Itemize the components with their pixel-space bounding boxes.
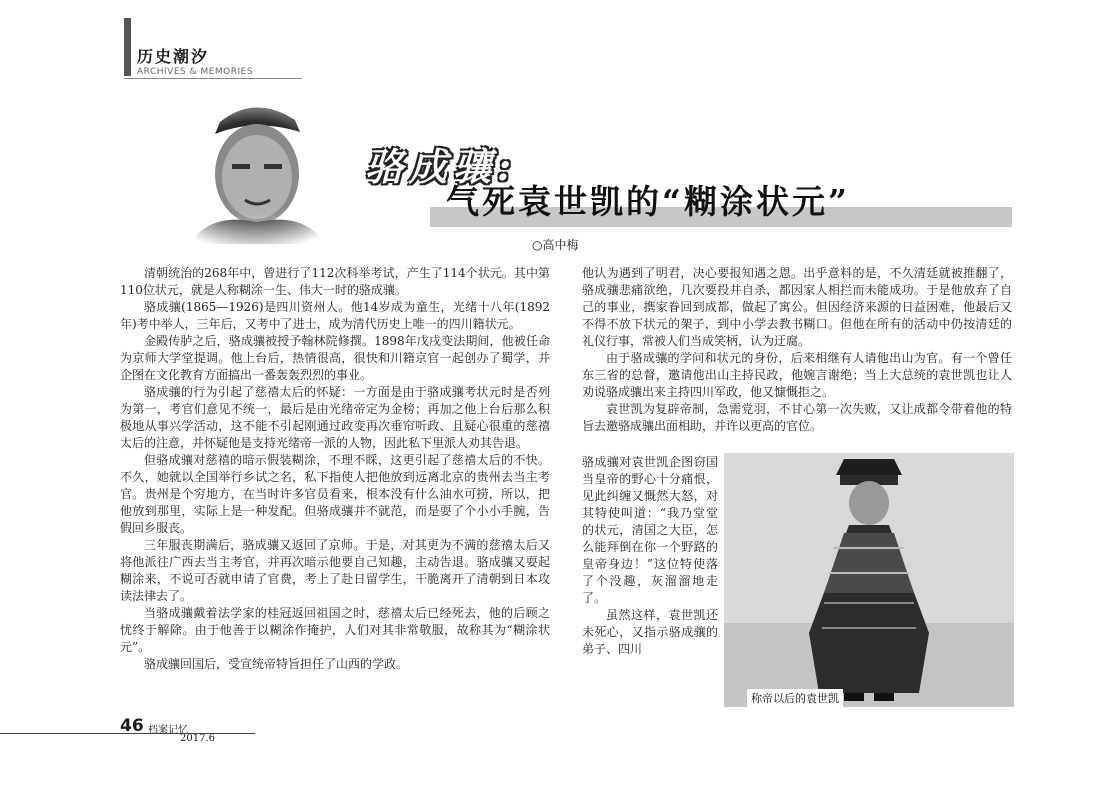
paragraph: 但骆成骧对慈禧的暗示假装糊涂，不理不睬，这更引起了慈禧太后的不快。不久，她就以全国举行乡试之名，私下指使人把他放到远离北京的贵州去当主考官。贵州是个穷地方，在当时许多官员看来，根本没有什么油水可捞，所以，把他放到那里，实际上是一种发配。但骆成骧并不就范，而是耍了个小小手腕，告假回乡服丧。	[120, 453, 550, 535]
article-column-left	[120, 265, 550, 673]
page-number: 46	[120, 716, 144, 736]
paragraph: 当骆成骧戴着法学家的桂冠返回祖国之时，慈禧太后已经死去，他的后顾之忧终于解除。由于他善于以糊涂作掩护，人们对其非常敬服，故称其为“糊涂状元”。	[120, 606, 550, 654]
paragraph: 金殿传胪之后，骆成骧被授予翰林院修撰。1898年戊戌变法期间，他被任命为京师大学堂提调。他上台后，热情很高，很快和川籍京官一起创办了蜀学，并企图在文化教育方面搞出一番轰轰烈烈的事业。	[120, 334, 550, 382]
issue-date: 2017.6	[180, 733, 215, 744]
article-title-name: 骆成骧:	[365, 144, 518, 189]
section-bar	[124, 18, 131, 76]
article-title-subtitle: 气死袁世凯的“糊涂状元”	[446, 182, 850, 221]
paragraph: 三年服丧期满后，骆成骧又返回了京师。于是，对其更为不满的慈禧太后又将他派往广西去当主考官，并再次暗示他要自己知趣，主动告退。骆成骧又耍起糊涂来，不说可否就申请了官费，考上了赴日留学生，干脆离开了清朝到日本攻读法律去了。	[120, 538, 550, 603]
footer-rule	[0, 733, 255, 734]
magazine-name: 档案记忆	[148, 725, 188, 736]
section-divider	[124, 78, 302, 79]
yuan-shikai-photo	[724, 453, 1014, 707]
photo-caption: 称帝以后的袁世凯	[747, 689, 843, 707]
portrait-image	[150, 92, 360, 244]
paragraph: 清朝统治的268年中，曾进行了112次科举考试，产生了114个状元。其中第110位状元，就是人称糊涂一生、伟大一时的骆成骧。	[120, 266, 550, 297]
section-title: 历史潮汐	[137, 47, 210, 66]
article-column-right	[582, 265, 1012, 435]
paragraph: 袁世凯为复辟帝制，急需党羽，不甘心第一次失败，又让成都令带着他的特旨去邀骆成骧出面相助，并许以更高的官位。	[582, 402, 1012, 433]
paragraph: 骆成骧回国后，受宣统帝特旨担任了山西的学政。	[144, 657, 409, 671]
author-byline: ○高中梅	[532, 238, 579, 252]
paragraph: 由于骆成骧的学问和状元的身份，后来相继有人请他出山为官。有一个曾任东三省的总督，邀请他出山主持民政，他婉言谢绝；当上大总统的袁世凯也让人劝说骆成骧出来主持四川军政，他又慷慨拒之。	[582, 351, 1012, 399]
paragraph: 虽然这样，袁世凯还未死心，又指示骆成骧的弟子、四川	[582, 608, 718, 656]
article-column-right-narrow	[582, 454, 718, 658]
paragraph: 骆成骧对袁世凯企图窃国当皇帝的野心十分痛恨，见此纠缠又慨然大怒，对其特使叫道：“我乃堂堂的状元，清国之大臣，怎么能拜倒在你一个野路的皇帝身边！”这位特使落了个没趣，灰溜溜地走了。	[582, 455, 718, 605]
section-subtitle: ARCHIVES & MEMORIES	[137, 67, 254, 77]
paragraph: 骆成骧(1865—1926)是四川资州人。他14岁成为童生，光绪十八年(1892年)考中举人，三年后，又考中了进士，成为清代历史上唯一的四川籍状元。	[120, 300, 550, 331]
paragraph: 骆成骧的行为引起了慈禧太后的怀疑：一方面是由于骆成骧考状元时是否列为第一，考官们意见不统一，最后是由光绪帝定为金榜；再加之他上台后那么积极地从事兴学活动，这不能不引起刚通过政变再次垂帘听政、且疑心很重的慈禧太后的注意，并怀疑他是支持光绪帝一派的人物，因此私下里派人劝其告退。	[120, 385, 550, 450]
paragraph: 他认为遇到了明君，决心要报知遇之恩。出乎意料的是，不久清廷就被推翻了，骆成骧悲痛欲绝，几次要投井自杀，都因家人相拦而未能成功。于是他放弃了自己的事业，携家眷回到成都，做起了寓公。但因经济来源的日益困难，他最后又不得不放下状元的架子，到中小学去教书糊口。但他在所有的活动中仍按清廷的礼仪行事，常被人们当成笑柄，认为迂腐。	[582, 266, 1012, 348]
